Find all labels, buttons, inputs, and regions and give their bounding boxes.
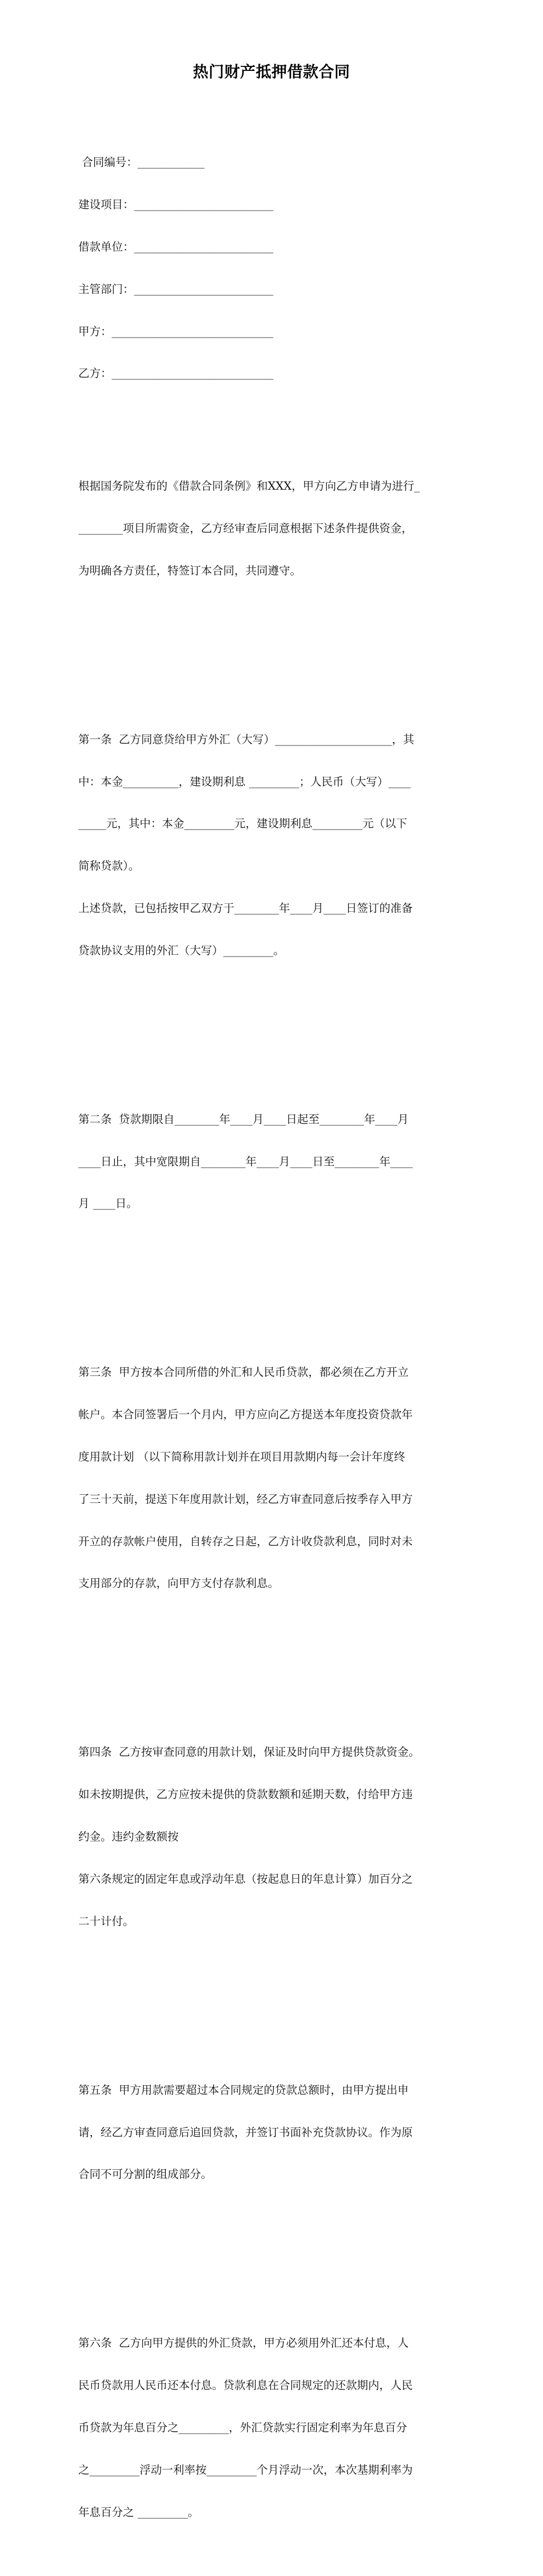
article-line: 第一条 乙方同意贷给甲方外汇（大写）_____________________，其 [78,732,414,746]
header-fields [78,128,467,409]
intro-line: ________项目所需资金，乙方经审查后同意根据下述条件提供资金， [78,521,413,535]
paragraph-gap [78,2252,467,2267]
article-2 [78,1085,467,1240]
article-line: 贷款协议支用的外汇（大写）_________。 [78,943,285,957]
intro-line: 为明确各方责任，特签订本合同，共同遵守。 [78,563,302,577]
document-body [78,100,467,2576]
article-line: 上述贷款，已包括按甲乙双方于________年____月____日签订的准备 [78,901,413,915]
article-line: 约金。违约金数额按 [78,1830,179,1844]
article-line: 请，经乙方审查同意后追回贷款，并签订书面补充贷款协议。作为原 [78,2125,413,2139]
article-line: 合同不可分割的组成部分。 [78,2168,213,2181]
intro-line: 根据国务院发布的《借款合同条例》和XXX，甲方向乙方申请为进行_ [78,479,420,493]
article-line: 第四条 乙方按审查同意的用款计划，保证及时向甲方提供贷款资金。 [78,1745,420,1759]
article-line: 了三十天前，提送下年度用款计划，经乙方审查同意后按季存入甲方 [78,1492,413,1506]
article-line: 第六条规定的固定年息或浮动年息（按起息日的年息计算）加百分之 [78,1872,413,1886]
paragraph-gap [78,1999,467,2013]
article-line: 开立的存款帐户使用，自转存之日起，乙方计收贷款利息，同时对未 [78,1534,413,1548]
article-line: _____元，其中：本金_________元，建设期利息_________元（以下 [78,817,408,831]
article-line: 之_________浮动一利率按_________个月浮动一次，本次基期利率为 [78,2463,413,2476]
article-6 [78,2308,467,2547]
article-line: 二十计付。 [78,1914,134,1928]
document-title: 热门财产抵押借款合同 [193,63,350,81]
article-line: 支用部分的存款，向甲方支付存款利息。 [78,1577,280,1590]
article-line: 帐户。本合同签署后一个月内，甲方应向乙方提送本年度投资贷款年 [78,1408,413,1422]
article-line: 月 ____日。 [78,1197,138,1210]
article-line: 简称贷款）。 [78,859,140,873]
article-line: 第三条 甲方按本合同所借的外汇和人民币贷款，都必须在乙方开立 [78,1366,409,1379]
article-line: 中：本金__________，建设期利息 _________；人民币（大写）____ [78,775,411,788]
article-line: 年息百分之 _________。 [78,2505,199,2519]
paragraph-gap [78,648,467,662]
article-line: 如未按期提供，乙方应按未提供的贷款数额和延期天数，付给甲方违 [78,1788,413,1801]
article-line: 民币贷款用人民币还本付息。贷款利息在合同规定的还款期内，人民 [78,2379,413,2392]
party-b-field: 乙方：_____________________________ [78,367,274,380]
paragraph-gap [78,1661,467,1676]
article-line: 第二条 贷款期限自________年____月____日起至________年____月 [78,1112,409,1126]
project-field: 建设项目：_________________________ [78,198,274,212]
paragraph-gap [78,1028,467,1042]
party-a-field: 甲方：_____________________________ [78,324,274,338]
intro-paragraph [78,451,467,606]
department-field: 主管部门：_________________________ [78,282,274,296]
article-line: ____日止，其中宽限期自________年____月____日至________年____ [78,1154,413,1168]
article-4 [78,1717,467,1956]
article-line: 币贷款为年息百分之_________，外汇贷款实行固定利率为年息百分 [78,2420,408,2434]
borrower-field: 借款单位：_________________________ [78,240,274,253]
article-line: 度用款计划 （以下简称用款计划并在项目用款期内每一会计年度终 [78,1450,405,1463]
article-1 [78,705,467,986]
contract-number-field: 合同编号：____________ [78,156,205,169]
article-5 [78,2055,467,2210]
article-3 [78,1337,467,1619]
paragraph-gap [78,1281,467,1296]
article-line: 第六条 乙方向甲方提供的外汇贷款，甲方必须用外汇还本付息，人 [78,2336,409,2350]
article-line: 第五条 甲方用款需要超过本合同规定的贷款总额时，由甲方提出申 [78,2083,409,2097]
